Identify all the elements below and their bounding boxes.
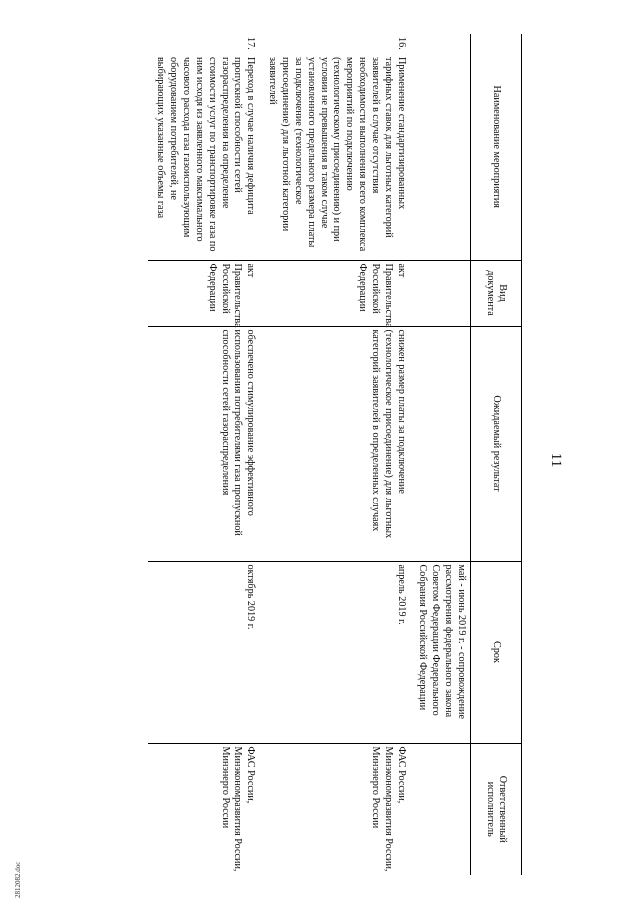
header-result: Ожидаемый результат bbox=[471, 326, 522, 561]
row-responsible: ФАС России, Минэкономразвития России, Минэнерго России bbox=[259, 743, 409, 875]
row-name: Применение стандартизированных тарифных ставок для льготных категорий заявителей в случае отсутствия необходимости выполнения всего комплекса мероприятий по подключению (технологическому присоединению) и при условии не превышения в таком случае установленного предельного размера платы за подключение (технологическое присоединение) для льготной категории заявителей bbox=[267, 57, 407, 252]
table-row bbox=[148, 34, 260, 875]
row-number: 17. bbox=[245, 37, 257, 50]
table-row bbox=[259, 34, 409, 875]
row-name: Переход в случае наличия дефицита пропускной способности сетей газораспределения на определение стоимости услуг по транспортировке газа по ним исходя из заявленного максимального часового расхода газа газоиспользующим оборудованием потребителей, не выбирающих указанные объемы газа bbox=[155, 57, 257, 252]
row-doc-type: акт Правительства Российской Федерации bbox=[148, 260, 260, 326]
table-header-row bbox=[471, 34, 522, 875]
header-responsible: Ответственный исполнитель bbox=[471, 743, 522, 875]
row-doc-type: акт Правительства Российской Федерации bbox=[259, 260, 409, 326]
header-name: Наименование мероприятия bbox=[471, 34, 522, 260]
action-plan-table bbox=[148, 34, 522, 875]
row-result: обеспечено стимулирование эффективного использования потребителями газа пропускной способности сетей газораспределения bbox=[148, 326, 260, 561]
table-row-continuation bbox=[410, 34, 471, 875]
header-doc-type: Вид документа bbox=[471, 260, 522, 326]
continuation-deadline: май - июнь 2019 г. - сопровождение рассмотрения федерального закона Советом Федерации Федерального Собрания Российской Федерации bbox=[410, 561, 471, 743]
row-deadline: октябрь 2019 г. bbox=[148, 561, 260, 743]
row-deadline: апрель 2019 г. bbox=[259, 561, 409, 743]
row-responsible: ФАС России, Минэкономразвития России, Минэнерго России bbox=[148, 743, 260, 875]
row-result: снижен размер платы за подключение (технологическое присоединение) для льготных категорий заявителей в определенных случаях bbox=[259, 326, 409, 561]
row-number: 16. bbox=[395, 37, 407, 50]
page-number: 11 bbox=[548, 452, 564, 468]
header-deadline: Срок bbox=[471, 561, 522, 743]
footer-code: 2812082.doc bbox=[14, 861, 22, 898]
